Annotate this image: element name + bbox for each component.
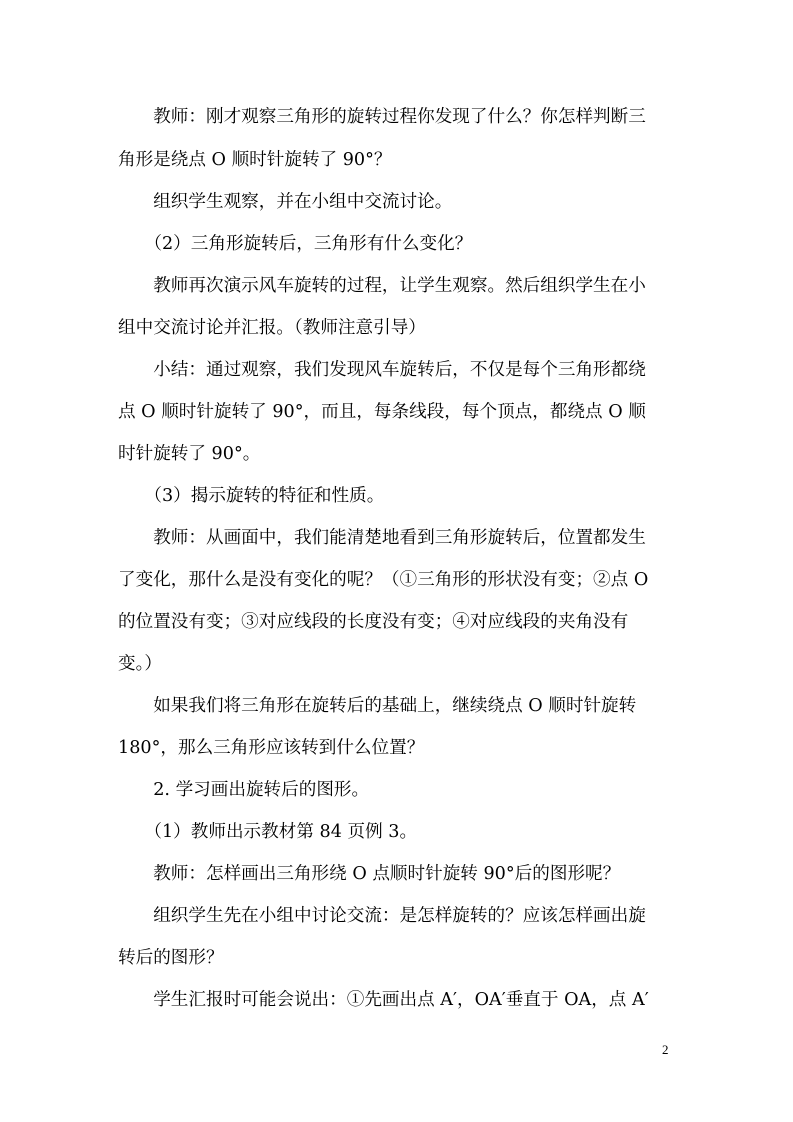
paragraph-line: 了变化，那什么是没有变化的呢？（①三角形的形状没有变；②点 O (118, 570, 649, 590)
page-number: 2 (662, 1042, 669, 1057)
paragraph-line: 角形是绕点 O 顺时针旋转了 90°？ (118, 150, 392, 170)
paragraph-line: 2. 学习画出旋转后的图形。 (118, 780, 370, 800)
paragraph-line: 教师：怎样画出三角形绕 O 点顺时针旋转 90°后的图形呢？ (118, 864, 621, 884)
paragraph-line: 180°，那么三角形应该转到什么位置？ (118, 738, 425, 758)
paragraph-line: 小结：通过观察，我们发现风车旋转后，不仅是每个三角形都绕 (118, 360, 646, 380)
paragraph-line: 时针旋转了 90°。 (118, 444, 261, 464)
paragraph-line: 教师：刚才观察三角形的旋转过程你发现了什么？你怎样判断三 (118, 107, 646, 127)
paragraph-line: 组织学生先在小组中讨论交流：是怎样旋转的？应该怎样画出旋 (118, 906, 646, 926)
paragraph-line: 学生汇报时可能会说出：①先画出点 A′，OA′垂直于 OA，点 A′ (118, 990, 649, 1010)
paragraph-line: 变。） (118, 654, 162, 674)
paragraph-line: 转后的图形？ (118, 948, 224, 968)
paragraph-line: 组中交流讨论并汇报。（教师注意引导） (118, 318, 426, 338)
paragraph-line: （3）揭示旋转的特征和性质。 (118, 486, 385, 506)
paragraph-line: （2）三角形旋转后，三角形有什么变化？ (118, 234, 473, 254)
paragraph-line: （1）教师出示教材第 84 页例 3。 (118, 822, 418, 842)
paragraph-line: 点 O 顺时针旋转了 90°，而且，每条线段，每个顶点，都绕点 O 顺 (118, 402, 646, 422)
paragraph-line: 如果我们将三角形在旋转后的基础上，继续绕点 O 顺时针旋转 (118, 696, 637, 716)
paragraph-line: 的位置没有变；③对应线段的长度没有变；④对应线段的夹角没有 (118, 612, 629, 632)
paragraph-line: 教师：从画面中，我们能清楚地看到三角形旋转后，位置都发生 (118, 528, 646, 548)
paragraph-line: 教师再次演示风车旋转的过程，让学生观察。然后组织学生在小 (118, 276, 646, 296)
paragraph-line: 组织学生观察，并在小组中交流讨论。 (118, 192, 453, 212)
